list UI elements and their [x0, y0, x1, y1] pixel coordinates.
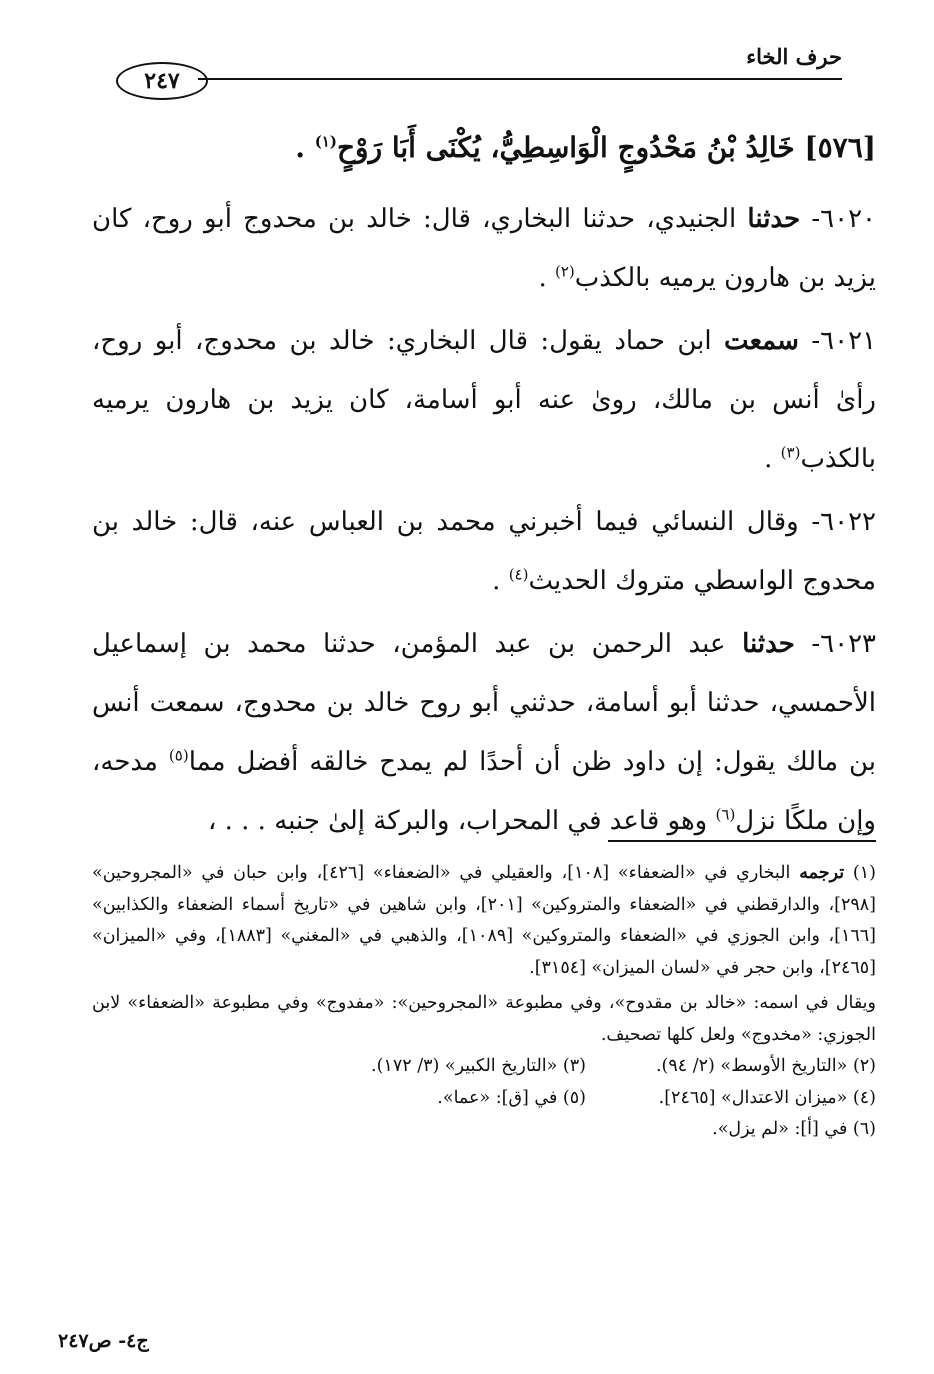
footnote-keyword: ترجمه — [799, 863, 845, 883]
hadith-end: . — [492, 566, 501, 596]
hadith-number: ٦٠٢٣- — [811, 629, 876, 659]
page-header — [58, 40, 842, 98]
footnote-4: (٤) «ميزان الاعتدال» [٢٤٦٥]. — [658, 1087, 876, 1108]
footnote-ref: (٤) — [508, 565, 529, 584]
entry-name: خَالِدُ بْنُ مَحْدُوجٍ الْوَاسِطِيُّ، يُكْنَى أَبَا رَوْحٍ — [336, 131, 795, 164]
footnote-1 — [92, 858, 876, 984]
hadith-number: ٦٠٢٢- — [811, 507, 876, 537]
hadith-text: الجنيدي، حدثنا البخاري، قال: خالد بن محدوج أبو روح، كان يزيد بن هارون يرميه بالكذب — [92, 204, 876, 293]
footnote-ref: (٦) — [715, 805, 736, 824]
hadith-text: مدحه، وإن ملكًا نزل — [92, 747, 876, 836]
footnote-separator — [608, 840, 876, 842]
main-text — [92, 190, 876, 851]
hadith-6020 — [92, 190, 876, 308]
footnote-label: (١) — [852, 863, 876, 883]
hadith-text: وهو قاعد في المحراب، والبركة إلىٰ جنبه . . . ، — [207, 806, 708, 836]
entry-footnote-ref: (١) — [314, 132, 337, 151]
hadith-end: . — [538, 263, 547, 293]
footnote-row — [92, 1114, 876, 1146]
hadith-6023 — [92, 615, 876, 851]
hadith-keyword: حدثنا — [742, 629, 795, 659]
footnote-6: (٦) في [أ]: «لم يزل». — [712, 1119, 876, 1139]
hadith-text: عبد الرحمن بن عبد المؤمن، حدثنا محمد بن إسماعيل الأحمسي، حدثنا أبو أسامة، حدثني أبو روح خالد بن محدوج، سمعت أنس بن مالك يقول: إن داود ظن أن أحدًا لم يمدح خالقه أفضل مما — [92, 629, 877, 777]
footnotes — [92, 858, 876, 1146]
chapter-title: حرف الخاء — [746, 44, 842, 69]
footnote-row — [92, 1051, 876, 1083]
entry-number: [٥٧٦] — [804, 131, 876, 164]
footnote-row — [92, 1083, 876, 1115]
footnote-3: (٣) «التاريخ الكبير» (٣/ ١٧٢). — [371, 1056, 586, 1076]
footnote-ref: (٥) — [168, 746, 189, 765]
footnote-5: (٥) في [ق]: «عما». — [437, 1087, 586, 1108]
hadith-number: ٦٠٢١- — [811, 326, 877, 356]
header-rule — [198, 78, 842, 80]
hadith-keyword: حدثنا — [747, 204, 801, 234]
page-number: ٢٤٧ — [116, 62, 208, 100]
hadith-text: وقال النسائي فيما أخبرني محمد بن العباس عنه، قال: خالد بن محدوج الواسطي متروك الحديث — [92, 507, 876, 596]
footnote-1-note: ويقال في اسمه: «خالد بن مقدوح»، وفي مطبوعة «المجروحين»: «مفدوج» وفي مطبوعة «الضعفاء» لابن الجوزي: «مخدوج» ولعل كلها تصحيف. — [92, 993, 876, 1045]
entry-title — [92, 128, 876, 168]
entry-title-end: . — [295, 131, 305, 164]
hadith-number: ٦٠٢٠- — [811, 204, 876, 234]
footnote-ref: (٣) — [780, 443, 801, 462]
hadith-end: . — [764, 444, 773, 474]
volume-reference: ج٤- ص٢٤٧ — [58, 1330, 149, 1352]
footnote-2: (٢) «التاريخ الأوسط» (٢/ ٩٤). — [655, 1056, 876, 1076]
hadith-keyword: سمعت — [724, 326, 799, 356]
footnote-ref: (٢) — [554, 262, 575, 281]
hadith-6022 — [92, 493, 876, 611]
footnote-text: البخاري في «الضعفاء» [١٠٨]، والعقيلي في «الضعفاء» [٤٢٦]، وابن حبان في «المجروحين» [٢٩٨]، والدارقطني في «الضعفاء والمتروكين» [٢٠١]، وابن شاهين في «تاريخ أسماء الضعفاء والكذابين» [١٦٦]، وابن الجوزي في «الضعفاء والمتروكين» [١٠٨٩]، والذهبي في «المغني» [١٨٨٣]، وفي «الميزان» [٢٤٦٥]، وابن حجر في «لسان الميزان» [٣١٥٤]. — [92, 863, 876, 978]
hadith-6021 — [92, 312, 876, 489]
hadith-text: ابن حماد يقول: قال البخاري: خالد بن محدوج، أبو روح، رأىٰ أنس بن مالك، روىٰ عنه أبو أسامة، كان يزيد بن هارون يرميه بالكذب — [92, 326, 876, 474]
